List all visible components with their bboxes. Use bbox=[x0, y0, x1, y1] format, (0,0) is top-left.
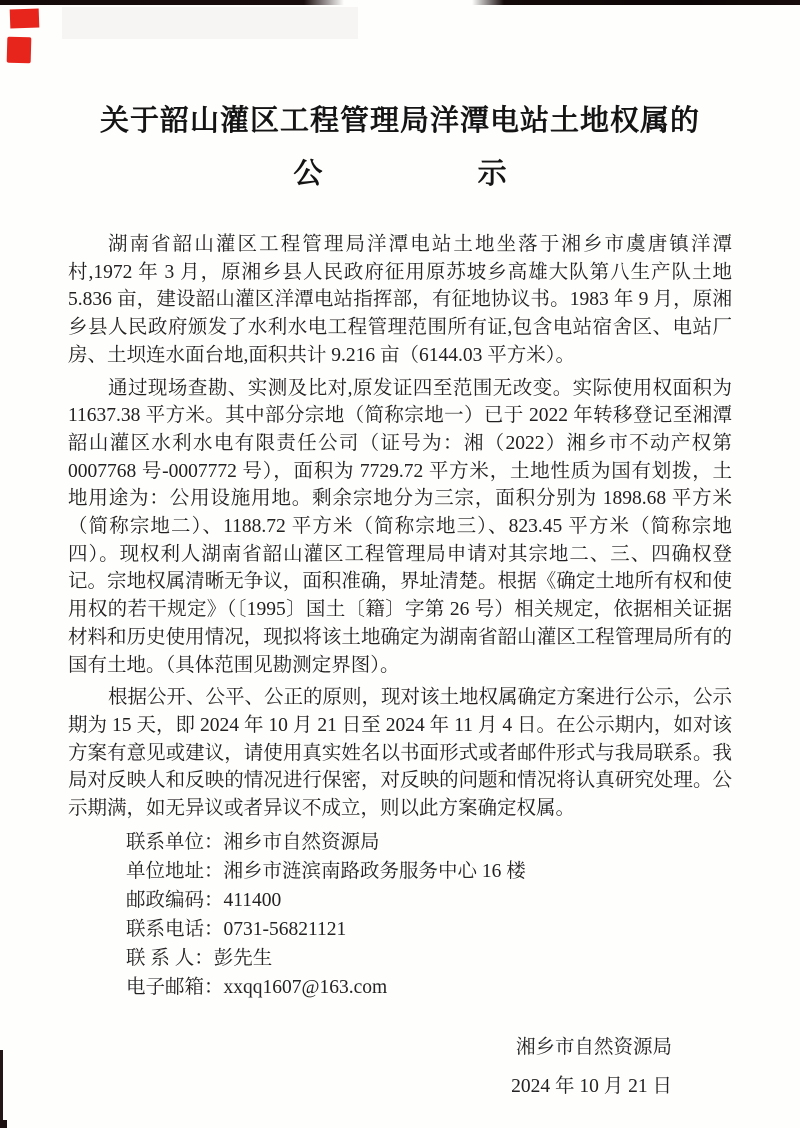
contact-person-label: 联 系 人： bbox=[126, 947, 214, 969]
contact-unit bbox=[126, 828, 800, 857]
scan-top-edge bbox=[0, 0, 800, 5]
contact-postcode-label: 邮政编码： bbox=[126, 889, 224, 911]
contact-person-value: 彭先生 bbox=[213, 947, 273, 969]
scan-bottom-left-corner bbox=[0, 1120, 7, 1128]
red-stamp-mark-top bbox=[10, 8, 40, 28]
contact-email-label: 电子邮箱： bbox=[126, 976, 224, 998]
notice-title-char-gong: 公 bbox=[293, 158, 323, 190]
contact-address-value: 湘乡市涟滨南路政务服务中心 16 楼 bbox=[223, 860, 526, 882]
contact-phone-label: 联系电话： bbox=[126, 918, 224, 940]
contact-postcode-value: 411400 bbox=[223, 889, 282, 911]
signature-block bbox=[0, 1028, 800, 1107]
paragraph-1: 湖南省韶山灌区工程管理局洋潭电站土地坐落于湘乡市虞唐镇洋潭村,1972 年 3 月，原湘乡县人民政府征用原苏坡乡高雄大队第八生产队土地 5.836 亩，建设韶山灌区洋潭电站指挥部，有征地协议书。1983 年 9 月，原湘乡县人民政府颁发了水利水电工程管理范围所有证,包含电站宿舍区、电站厂房、土坝连水面台地,面积共计 9.216 亩（6144.03 平方米）。 bbox=[68, 234, 732, 366]
contact-phone-value: 0731-56821121 bbox=[223, 918, 347, 940]
contact-address-label: 单位地址： bbox=[126, 860, 224, 882]
notice-body bbox=[68, 231, 732, 823]
signature-org: 湘乡市自然资源局 bbox=[515, 1036, 672, 1058]
contact-postcode bbox=[126, 886, 800, 915]
paragraph-2: 通过现场查勘、实测及比对,原发证四至范围无改变。实际使用权面积为 11637.38 平方米。其中部分宗地（简称宗地一）已于 2022 年转移登记至湘潭韶山灌区水利水电有限责任公司（证号为：湘（2022）湘乡市不动产权第 0007768 号-0007772 号），面积为 7729.72 平方米，土地性质为国有划拨，土地用途为：公用设施用地。剩余宗地分为三宗，面积分别为 1898.68 平方米（简称宗地二）、1188.72 平方米（简称宗地三）、823.45 平方米（简称宗地四）。现权利人湖南省韶山灌区工程管理局申请对其宗地二、三、四确权登记。宗地权属清晰无争议，面积准确，界址清楚。根据《确定土地所有权和使用权的若干规定》（〔1995〕国土〔籍〕字第 26 号）相关规定，依据相关证据材料和历史使用情况，现拟将该土地确定为湖南省韶山灌区工程管理局所有的国有土地。（具体范围见勘测定界图）。 bbox=[68, 377, 732, 676]
scan-bottom-left-edge bbox=[0, 1050, 3, 1128]
notice-title-line2 bbox=[0, 151, 800, 192]
signature-date: 2024 年 10 月 21 日 bbox=[511, 1076, 672, 1098]
contact-unit-value: 湘乡市自然资源局 bbox=[223, 831, 380, 853]
contact-block bbox=[126, 828, 800, 1002]
contact-address bbox=[126, 857, 800, 886]
contact-phone bbox=[126, 915, 800, 944]
scan-smudge bbox=[62, 7, 358, 39]
red-stamp-mark-bottom bbox=[7, 37, 32, 64]
paragraph-3: 根据公开、公平、公正的原则，现对该土地权属确定方案进行公示，公示期为 15 天，即 2024 年 10 月 21 日至 2024 年 11 月 4 日。在公示期内，如对该方案有意见或建议，请使用真实姓名以书面形式或者邮件形式与我局联系。我局对反映人和反映的情况进行保密，对反映的问题和情况将认真研究处理。公示期满，如无异议或者异议不成立，则以此方案确定权属。 bbox=[68, 687, 732, 820]
contact-email-value: xxqq1607@163.com bbox=[223, 976, 388, 998]
notice-title-char-shi: 示 bbox=[477, 158, 507, 190]
contact-unit-label: 联系单位： bbox=[126, 831, 224, 853]
notice-title-line1: 关于韶山灌区工程管理局洋潭电站土地权属的 bbox=[99, 105, 700, 137]
contact-person bbox=[126, 944, 800, 973]
contact-email bbox=[126, 973, 800, 1002]
